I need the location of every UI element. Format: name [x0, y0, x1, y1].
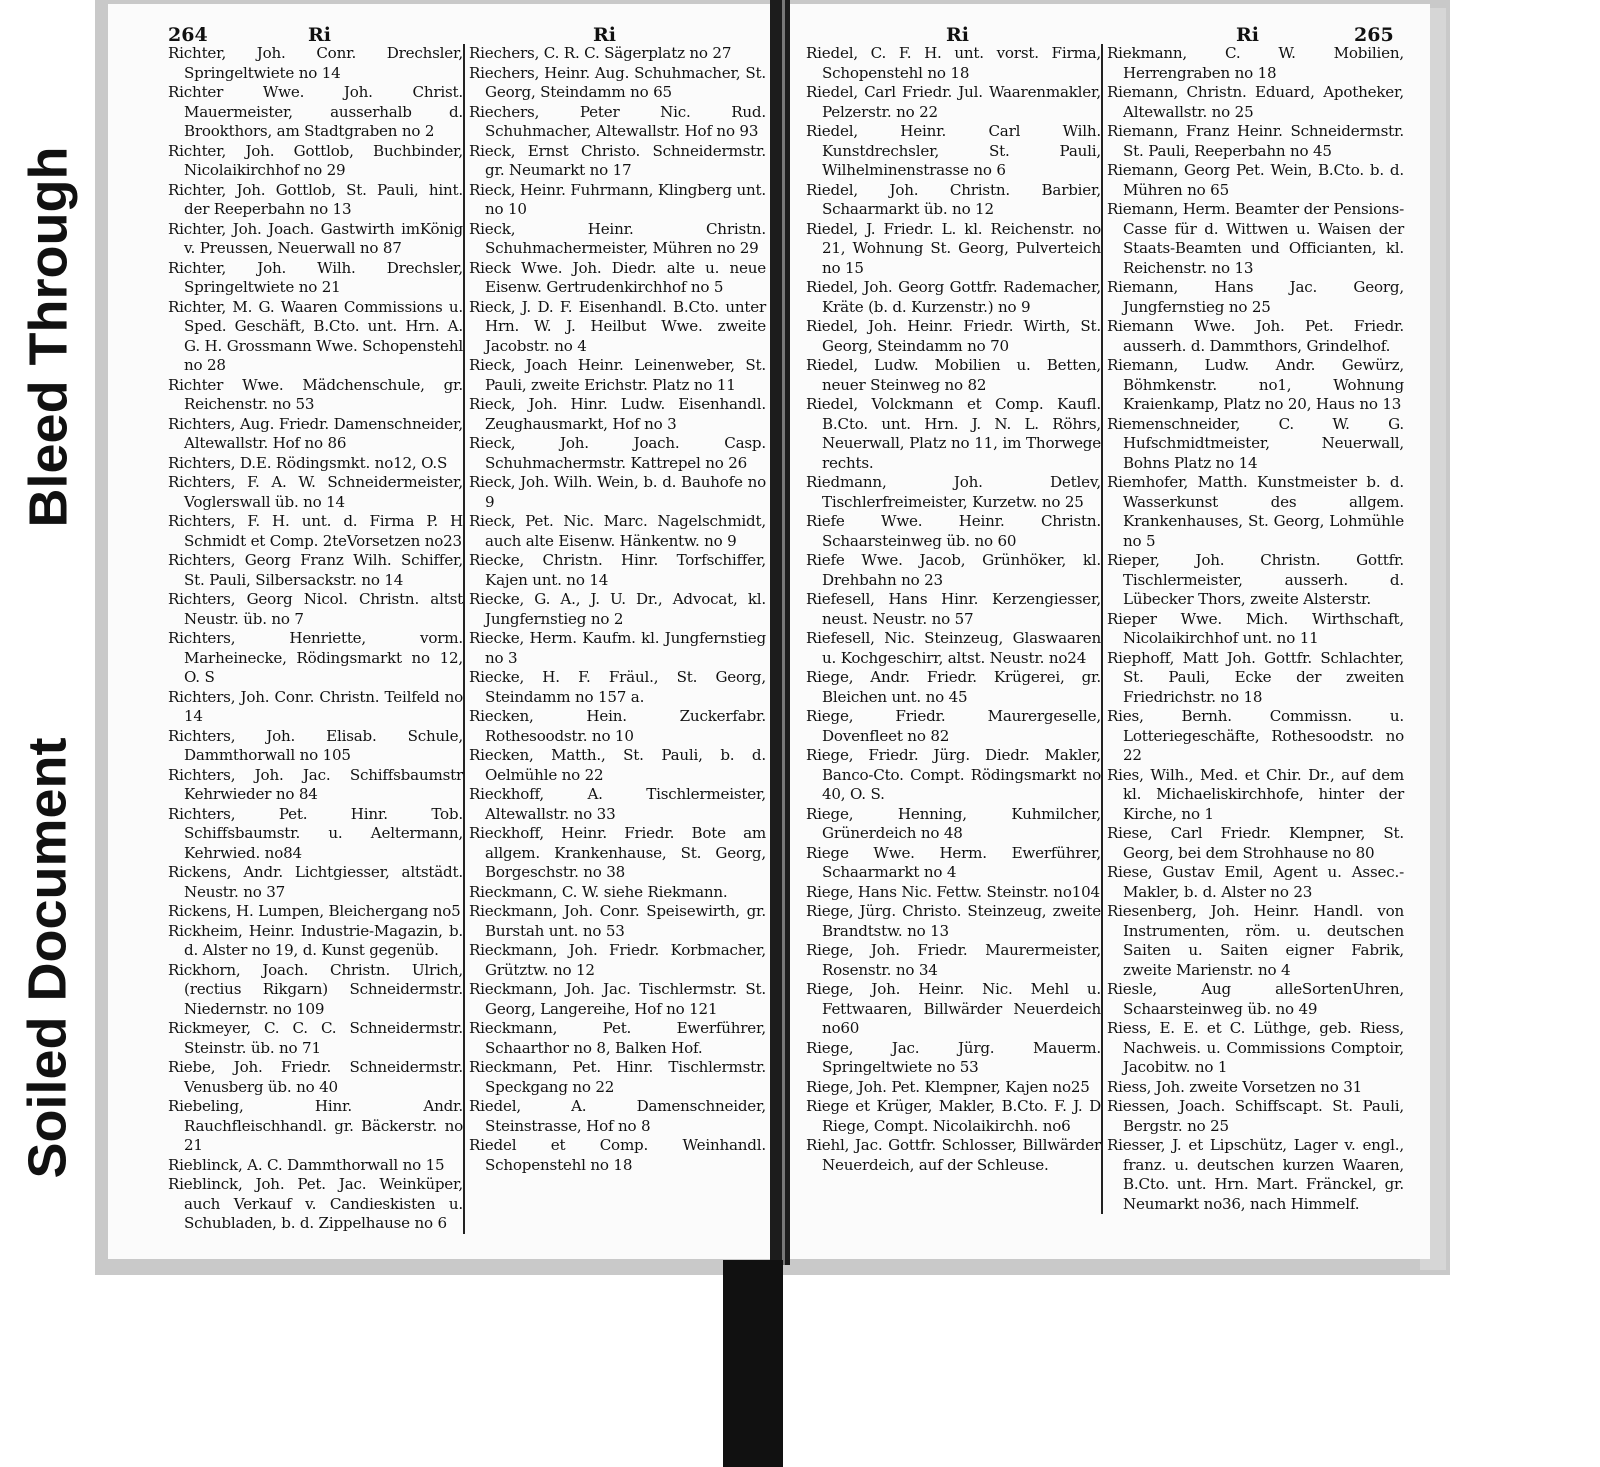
- directory-entry: Richter, Joh. Gottlob, Buchbinder, Nicolaikirchhof no 29: [168, 141, 463, 179]
- directory-entry: Richter, Joh. Gottlob, St. Pauli, hint. der Reeperbahn no 13: [168, 180, 463, 218]
- directory-entry: Richters, Pet. Hinr. Tob. Schiffsbaumstr. u. Aeltermann, Kehrwied. no84: [168, 804, 463, 862]
- directory-entry: Rieck Wwe. Joh. Diedr. alte u. neue Eisenw. Gertrudenkirchhof no 5: [469, 258, 766, 296]
- directory-entry: Rieckmann, Pet. Hinr. Tischlermstr. Speckgang no 22: [469, 1058, 766, 1096]
- directory-entry: Rieckmann, Joh. Jac. Tischlermstr. St. Georg, Langereihe, Hof no 121: [469, 980, 766, 1018]
- bleed-through-label: Bleed Through: [18, 146, 79, 528]
- directory-entry: Richter, Joh. Wilh. Drechsler, Springeltwiete no 21: [168, 258, 463, 296]
- directory-entry: Riecken, Matth., St. Pauli, b. d. Oelmühle no 22: [469, 746, 766, 784]
- directory-entry: Rickens, Andr. Lichtgiesser, altstädt. Neustr. no 37: [168, 863, 463, 901]
- left-column-1: [168, 44, 465, 1234]
- directory-entry: Riemann, Ludw. Andr. Gewürz, Böhmkenstr. no1, Wohnung Kraienkamp, Platz no 20, Haus no 13: [1107, 356, 1404, 413]
- directory-entry: Riecke, H. F. Fräul., St. Georg, Steindamm no 157 a.: [469, 668, 766, 706]
- directory-entry: Richter, Joh. Conr. Drechsler, Springeltwiete no 14: [168, 44, 463, 82]
- directory-entry: Richters, F. H. unt. d. Firma P. H Schmidt et Comp. 2teVorsetzen no23: [168, 512, 463, 550]
- left-page: [108, 4, 770, 1259]
- directory-entry: Riemann, Franz Heinr. Schneidermstr. St. Pauli, Reeperbahn no 45: [1107, 122, 1404, 160]
- bookmark-ribbon: [723, 1260, 783, 1467]
- directory-entry: Riege, Henning, Kuhmilcher, Grünerdeich no 48: [806, 804, 1101, 842]
- right-page-header: [806, 4, 1430, 44]
- directory-entry: Riebe, Joh. Friedr. Schneidermstr. Venusberg üb. no 40: [168, 1058, 463, 1096]
- directory-entry: Rickheim, Heinr. Industrie-Magazin, b. d. Alster no 19, d. Kunst gegenüb.: [168, 921, 463, 959]
- right-column-1: [806, 44, 1103, 1214]
- directory-entry: Riemann, Hans Jac. Georg, Jungfernstieg no 25: [1107, 278, 1404, 316]
- directory-entry: Rieck, Heinr. Fuhrmann, Klingberg unt. no 10: [469, 180, 766, 218]
- directory-entry: Richter Wwe. Mädchenschule, gr. Reichenstr. no 53: [168, 375, 463, 413]
- directory-entry: Richters, Georg Nicol. Christn. altst Neustr. üb. no 7: [168, 590, 463, 628]
- directory-entry: Rieckmann, Pet. Ewerführer, Schaarthor no 8, Balken Hof.: [469, 1019, 766, 1057]
- directory-entry: Riedmann, Joh. Detlev, Tischlerfreimeister, Kurzetw. no 25: [806, 473, 1101, 511]
- directory-entry: Riege, Friedr. Jürg. Diedr. Makler, Banco-Cto. Compt. Rödingsmarkt no 40, O. S.: [806, 746, 1101, 803]
- directory-entry: Rieblinck, Joh. Pet. Jac. Weinküper, auch Verkauf v. Candieskisten u. Schubladen, b. d. Zippelhause no 6: [168, 1175, 463, 1232]
- right-page-columns: [806, 44, 1430, 1214]
- directory-entry: Rieck, Joh. Wilh. Wein, b. d. Bauhofe no 9: [469, 473, 766, 511]
- directory-entry: Riefe Wwe. Heinr. Christn. Schaarsteinweg üb. no 60: [806, 512, 1101, 550]
- directory-entry: Riekmann, C. W. Mobilien, Herrengraben no 18: [1107, 44, 1404, 82]
- directory-entry: Riedel, Ludw. Mobilien u. Betten, neuer Steinweg no 82: [806, 356, 1101, 394]
- directory-entry: Riechers, C. R. C. Sägerplatz no 27: [469, 44, 732, 62]
- directory-entry: Richters, Henriette, vorm. Marheinecke, Rödingsmarkt no 12, O. S: [168, 629, 463, 686]
- directory-entry: Riesenberg, Joh. Heinr. Handl. von Instrumenten, röm. u. deutschen Saiten u. Saiten eigner Fabrik, zweite Marienstr. no 4: [1107, 902, 1404, 979]
- directory-entry: Riess, E. E. et C. Lüthge, geb. Riess, Nachweis. u. Commissions Comptoir, Jacobitw. no 1: [1107, 1019, 1404, 1076]
- directory-entry: Riemann, Herm. Beamter der Pensions-Casse für d. Wittwen u. Waisen der Staats-Beamten und Officianten, kl. Reichenstr. no 13: [1107, 200, 1404, 277]
- directory-entry: Riemhofer, Matth. Kunstmeister b. d. Wasserkunst des allgem. Krankenhauses, St. Georg, Lohmühle no 5: [1107, 473, 1404, 550]
- directory-entry: Riefesell, Nic. Steinzeug, Glaswaaren u. Kochgeschirr, altst. Neustr. no24: [806, 629, 1101, 667]
- directory-entry: Riesser, J. et Lipschütz, Lager v. engl., franz. u. deutschen kurzen Waaren, B.Cto. unt. Hrn. Mart. Fränckel, gr. Neumarkt no36, nach Himmelf.: [1107, 1136, 1404, 1213]
- right-page: [790, 4, 1430, 1259]
- directory-entry: Riechers, Peter Nic. Rud. Schuhmacher, Altewallstr. Hof no 93: [469, 102, 766, 140]
- running-head: Ri: [1236, 24, 1260, 46]
- directory-entry: Riedel, A. Damenschneider, Steinstrasse, Hof no 8: [469, 1097, 766, 1135]
- directory-entry: Rieckmann, C. W. siehe Riekmann.: [469, 882, 728, 901]
- directory-entry: Rieck, Joach Heinr. Leinenweber, St. Pauli, zweite Erichstr. Platz no 11: [469, 356, 766, 394]
- directory-entry: Rieckmann, Joh. Conr. Speisewirth, gr. Burstah unt. no 53: [469, 902, 766, 940]
- book-gutter: [770, 0, 790, 1265]
- directory-entry: Rieck, Pet. Nic. Marc. Nagelschmidt, auch alte Eisenw. Hänkentw. no 9: [469, 512, 766, 550]
- directory-entry: Riedel, Joh. Heinr. Friedr. Wirth, St. Georg, Steindamm no 70: [806, 317, 1101, 355]
- directory-entry: Riege Wwe. Herm. Ewerführer, Schaarmarkt no 4: [806, 843, 1101, 881]
- directory-entry: Rieckmann, Joh. Friedr. Korbmacher, Grütztw. no 12: [469, 941, 766, 979]
- directory-entry: Rieck, Joh. Joach. Casp. Schuhmachermstr. Kattrepel no 26: [469, 434, 766, 472]
- directory-entry: Riese, Gustav Emil, Agent u. Assec.-Makler, b. d. Alster no 23: [1107, 863, 1404, 901]
- directory-entry: Riemann, Georg Pet. Wein, B.Cto. b. d. Mühren no 65: [1107, 161, 1404, 199]
- directory-entry: Riege, Jac. Jürg. Mauerm. Springeltwiete no 53: [806, 1038, 1101, 1076]
- directory-entry: Riecke, Herm. Kaufm. kl. Jungfernstieg no 3: [469, 629, 766, 667]
- directory-entry: Riemann Wwe. Joh. Pet. Friedr. ausserh. d. Dammthors, Grindelhof.: [1107, 317, 1404, 355]
- directory-entry: Riege, Joh. Heinr. Nic. Mehl u. Fettwaaren, Billwärder Neuerdeich no60: [806, 980, 1101, 1037]
- bleed-through-stamp: [8, 122, 88, 552]
- gutter-edge: [782, 0, 785, 1265]
- directory-entry: Riedel, Heinr. Carl Wilh. Kunstdrechsler, St. Pauli, Wilhelminenstrasse no 6: [806, 122, 1101, 179]
- directory-entry: Riege et Krüger, Makler, B.Cto. F. J. D Riege, Compt. Nicolaikirchh. no6: [806, 1097, 1101, 1135]
- directory-entry: Rieck, J. D. F. Eisenhandl. B.Cto. unter Hrn. W. J. Heilbut Wwe. zweite Jacobstr. no 4: [469, 297, 766, 355]
- running-head: Ri: [308, 24, 332, 46]
- directory-entry: Rieper Wwe. Mich. Wirthschaft, Nicolaikirchhof unt. no 11: [1107, 609, 1404, 647]
- directory-entry: Riess, Joh. zweite Vorsetzen no 31: [1107, 1077, 1363, 1096]
- directory-entry: Riecke, Christn. Hinr. Torfschiffer, Kajen unt. no 14: [469, 551, 766, 589]
- right-column-2: [1107, 44, 1404, 1214]
- running-head: Ri: [946, 24, 970, 46]
- directory-entry: Richter, M. G. Waaren Commissions u. Sped. Geschäft, B.Cto. unt. Hrn. A. G. H. Grossmann Wwe. Schopenstehl no 28: [168, 297, 463, 374]
- directory-entry: Richters, D.E. Rödingsmkt. no12, O.S: [168, 453, 448, 472]
- directory-entry: Riemenschneider, C. W. G. Hufschmidtmeister, Neuerwall, Bohns Platz no 14: [1107, 414, 1404, 472]
- directory-entry: Rieper, Joh. Christn. Gottfr. Tischlermeister, ausserh. d. Lübecker Thors, zweite Alsterstr.: [1107, 551, 1404, 608]
- directory-entry: Riecken, Hein. Zuckerfabr. Rothesoodstr. no 10: [469, 707, 766, 745]
- directory-entry: Riege, Hans Nic. Fettw. Steinstr. no104: [806, 882, 1100, 901]
- directory-entry: Riedel, J. Friedr. L. kl. Reichenstr. no 21, Wohnung St. Georg, Pulverteich no 15: [806, 219, 1101, 277]
- directory-entry: Richters, Georg Franz Wilh. Schiffer, St. Pauli, Silbersackstr. no 14: [168, 551, 463, 589]
- directory-entry: Riedel, Volckmann et Comp. Kaufl. B.Cto. unt. Hrn. J. N. L. Röhrs, Neuerwall, Platz no 11, im Thorwege rechts.: [806, 395, 1101, 472]
- directory-entry: Riessen, Joach. Schiffscapt. St. Pauli, Bergstr. no 25: [1107, 1097, 1404, 1135]
- directory-entry: Riefesell, Hans Hinr. Kerzengiesser, neust. Neustr. no 57: [806, 590, 1101, 628]
- directory-entry: Riedel, C. F. H. unt. vorst. Firma, Schopenstehl no 18: [806, 44, 1101, 82]
- directory-entry: Riehl, Jac. Gottfr. Schlosser, Billwärder Neuerdeich, auf der Schleuse.: [806, 1136, 1101, 1174]
- directory-entry: Rieckhoff, A. Tischlermeister, Altewallstr. no 33: [469, 785, 766, 823]
- directory-entry: Richters, F. A. W. Schneidermeister, Voglerswall üb. no 14: [168, 473, 463, 511]
- directory-entry: Riese, Carl Friedr. Klempner, St. Georg, bei dem Strohhause no 80: [1107, 824, 1404, 862]
- directory-entry: Riesle, Aug alleSortenUhren, Schaarsteinweg üb. no 49: [1107, 980, 1404, 1018]
- directory-entry: Richters, Joh. Elisab. Schule, Dammthorwall no 105: [168, 726, 463, 764]
- directory-entry: Riedel, Joh. Christn. Barbier, Schaarmarkt üb. no 12: [806, 180, 1101, 218]
- directory-entry: Richter Wwe. Joh. Christ. Mauermeister, ausserhalb d. Brookthors, am Stadtgraben no 2: [168, 83, 463, 140]
- directory-entry: Riege, Friedr. Maurergeselle, Dovenfleet no 82: [806, 707, 1101, 745]
- directory-entry: Riege, Joh. Friedr. Maurermeister, Rosenstr. no 34: [806, 941, 1101, 979]
- left-page-columns: [168, 44, 770, 1234]
- directory-entry: Rickhorn, Joach. Christn. Ulrich, (rectius Rikgarn) Schneidermstr. Niedernstr. no 109: [168, 960, 463, 1018]
- directory-entry: Riedel, Carl Friedr. Jul. Waarenmakler, Pelzerstr. no 22: [806, 83, 1101, 121]
- directory-entry: Rieck, Heinr. Christn. Schuhmachermeister, Mühren no 29: [469, 219, 766, 257]
- directory-entry: Riedel, Joh. Georg Gottfr. Rademacher, Kräte (b. d. Kurzenstr.) no 9: [806, 278, 1101, 316]
- soiled-document-label: Soiled Document: [18, 736, 79, 1179]
- soiled-document-stamp: [8, 705, 88, 1210]
- directory-entry: Rieck, Joh. Hinr. Ludw. Eisenhandl. Zeughausmarkt, Hof no 3: [469, 395, 766, 433]
- page-number: 265: [1354, 24, 1394, 46]
- directory-entry: Riege, Joh. Pet. Klempner, Kajen no25: [806, 1077, 1090, 1096]
- directory-entry: Riebeling, Hinr. Andr. Rauchfleischhandl. gr. Bäckerstr. no 21: [168, 1097, 463, 1154]
- directory-entry: Riecke, G. A., J. U. Dr., Advocat, kl. Jungfernstieg no 2: [469, 590, 766, 628]
- directory-entry: Riemann, Christn. Eduard, Apotheker, Altewallstr. no 25: [1107, 83, 1404, 121]
- page-number: 264: [168, 24, 208, 46]
- directory-entry: Rieblinck, A. C. Dammthorwall no 15: [168, 1155, 445, 1174]
- left-column-2: [469, 44, 766, 1234]
- directory-entry: Riechers, Heinr. Aug. Schuhmacher, St. Georg, Steindamm no 65: [469, 63, 766, 101]
- directory-entry: Richter, Joh. Joach. Gastwirth imKönig v. Preussen, Neuerwall no 87: [168, 219, 463, 257]
- directory-entry: Riege, Jürg. Christo. Steinzeug, zweite Brandtstw. no 13: [806, 902, 1101, 940]
- directory-entry: Ries, Wilh., Med. et Chir. Dr., auf dem kl. Michaeliskirchhofe, hinter der Kirche, no 1: [1107, 765, 1404, 823]
- directory-entry: Rieck, Ernst Christo. Schneidermstr. gr. Neumarkt no 17: [469, 141, 766, 179]
- left-page-header: [168, 4, 770, 44]
- directory-entry: Rickens, H. Lumpen, Bleichergang no5: [168, 902, 461, 920]
- directory-entry: Riege, Andr. Friedr. Krügerei, gr. Bleichen unt. no 45: [806, 668, 1101, 706]
- directory-entry: Rieckhoff, Heinr. Friedr. Bote am allgem. Krankenhause, St. Georg, Borgeschstr. no 38: [469, 824, 766, 881]
- directory-entry: Riedel et Comp. Weinhandl. Schopenstehl no 18: [469, 1136, 766, 1174]
- directory-entry: Riephoff, Matt Joh. Gottfr. Schlachter, St. Pauli, Ecke der zweiten Friedrichstr. no 18: [1107, 648, 1404, 706]
- directory-entry: Richters, Aug. Friedr. Damenschneider, Altewallstr. Hof no 86: [168, 414, 463, 452]
- directory-entry: Ries, Bernh. Commissn. u. Lotteriegeschäfte, Rothesoodstr. no 22: [1107, 707, 1404, 764]
- running-head: Ri: [593, 24, 617, 46]
- directory-entry: Rickmeyer, C. C. C. Schneidermstr. Steinstr. üb. no 71: [168, 1019, 463, 1057]
- directory-entry: Richters, Joh. Jac. Schiffsbaumstr Kehrwieder no 84: [168, 765, 463, 803]
- directory-entry: Richters, Joh. Conr. Christn. Teilfeld no 14: [168, 687, 463, 725]
- directory-entry: Riefe Wwe. Jacob, Grünhöker, kl. Drehbahn no 23: [806, 551, 1101, 589]
